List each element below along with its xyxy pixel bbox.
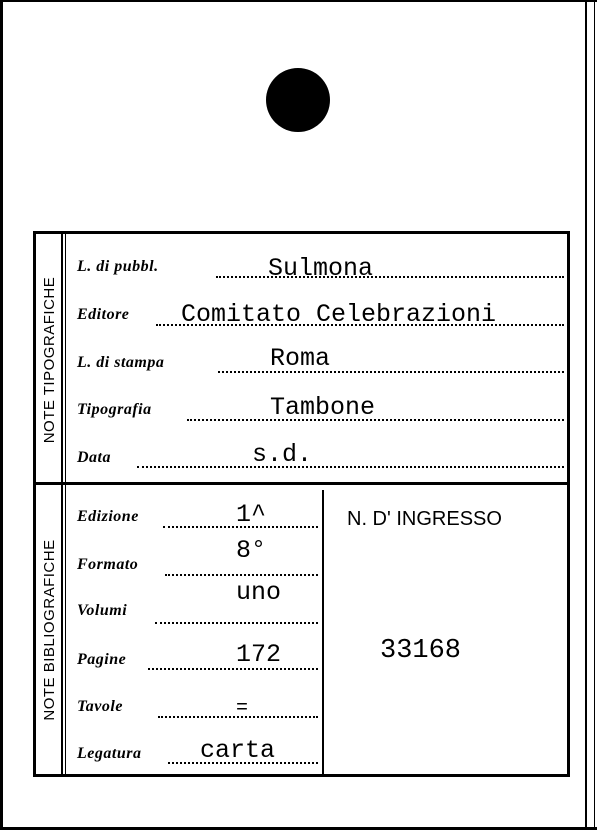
field-value: =: [236, 697, 249, 720]
card-scan-edge-right: [585, 0, 587, 830]
field-label: Tavole: [77, 698, 123, 715]
field-label: Volumi: [77, 602, 128, 619]
section-label-bibliografiche: NOTE BIBLIOGRAFICHE: [41, 539, 58, 721]
dotted-leader: [187, 419, 564, 421]
field-label: Formato: [77, 556, 139, 573]
field-value: carta: [200, 736, 276, 765]
field-value: Tambone: [270, 393, 376, 422]
dotted-leader: [155, 622, 318, 624]
card-scan-edge-left: [0, 0, 3, 830]
field-value: 1^: [236, 500, 267, 529]
field-label: L. di pubbl.: [77, 258, 159, 275]
sidebar-rule: [61, 234, 63, 774]
dotted-leader: [137, 466, 564, 468]
ingresso-label: N. D' INGRESSO: [347, 508, 502, 530]
punch-hole: [266, 68, 330, 132]
field-label: Pagine: [77, 651, 127, 668]
field-value: s.d.: [252, 440, 313, 469]
field-label: Legatura: [77, 745, 142, 762]
section-label-tipografiche: NOTE TIPOGRAFICHE: [41, 276, 58, 444]
card-scan-edge-right-outer: [594, 0, 595, 830]
field-value: uno: [236, 578, 282, 607]
ingresso-number: 33168: [380, 636, 462, 666]
sidebar-rule-inner: [65, 234, 66, 774]
field-label: L. di stampa: [77, 354, 165, 371]
dotted-leader: [148, 668, 318, 670]
field-value: 8°: [236, 536, 267, 565]
field-value: Roma: [270, 344, 331, 373]
field-value: 172: [236, 640, 282, 669]
field-value: Sulmona: [268, 254, 374, 283]
section-divider: [36, 482, 567, 485]
ingresso-column-divider: [322, 490, 324, 774]
field-label: Tipografia: [77, 401, 152, 418]
field-label: Editore: [77, 306, 130, 323]
field-label: Edizione: [77, 508, 139, 525]
dotted-leader: [165, 574, 318, 576]
field-label: Data: [77, 449, 111, 466]
field-value: Comitato Celebrazioni: [181, 300, 497, 329]
card-scan-edge-top: [0, 0, 597, 2]
